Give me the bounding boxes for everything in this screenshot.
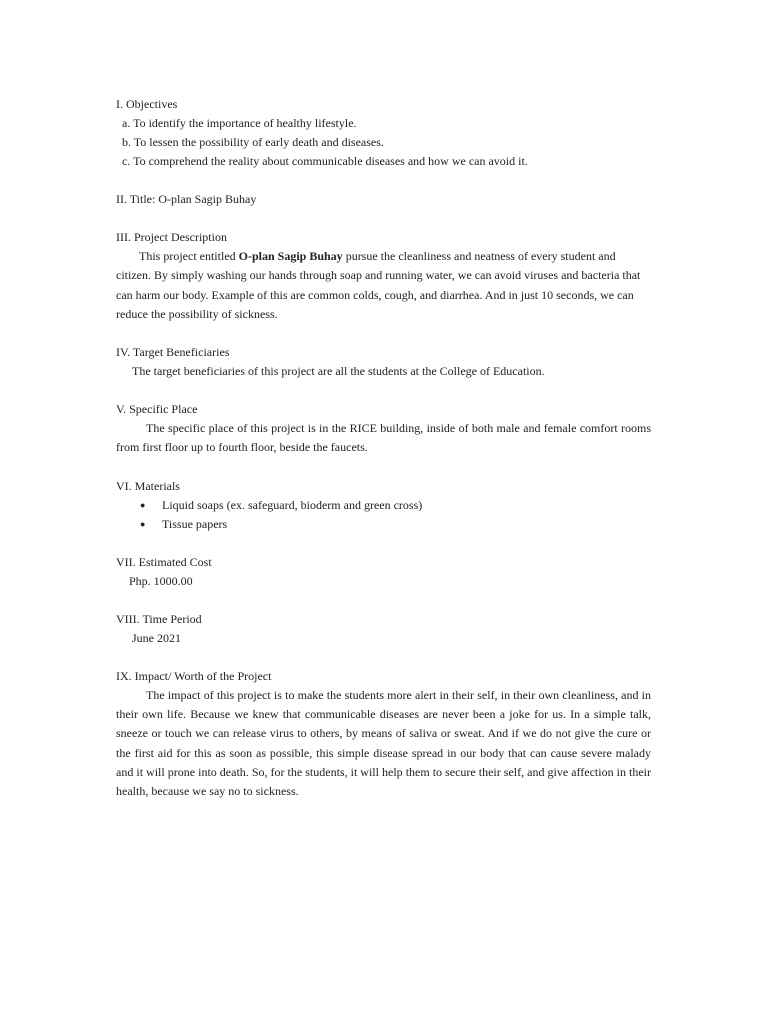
time-value: June 2021 — [132, 630, 181, 645]
beneficiaries-text: The target beneficiaries of this project are all the students at the College of Education. — [132, 364, 545, 379]
beneficiaries-heading: IV. Target Beneficiaries — [116, 345, 230, 360]
time-heading: VIII. Time Period — [116, 611, 202, 626]
spacer — [116, 534, 651, 553]
material-label: Tissue papers — [162, 516, 228, 531]
material-label: Liquid soaps (ex. safeguard, bioderm and green cross) — [162, 497, 423, 512]
place-section — [116, 400, 651, 458]
impact-section — [116, 667, 651, 802]
materials-list — [116, 496, 651, 534]
spacer — [116, 648, 651, 667]
objectives-heading: I. Objectives — [116, 97, 178, 111]
cost-section — [116, 553, 651, 591]
spacer — [116, 591, 651, 610]
spacer — [116, 324, 651, 343]
place-paragraph: The specific place of this project is in the RICE building, inside of both male and female comfort rooms from first floor up to fourth floor, beside the faucets. — [116, 421, 651, 455]
description-section — [116, 228, 651, 324]
impact-paragraph: The impact of this project is to make the students more alert in their self, in their own cleanliness, and in their own life. Because we knew that communicable diseases are never been a joke for us. In a simple talk, sneeze or touch we can release virus to others, by means of saliva or sweat. And if we do not give the cure or the first aid for this as soon as possible, this simple disease spread in our body that can cause severe malady and it will prone into death. So, for the students, it will help them to secure their self, and give affection in their health, because we say no to sickness. — [116, 687, 651, 799]
time-section — [116, 610, 651, 648]
description-lead: This project entitled — [139, 249, 239, 263]
materials-section — [116, 477, 651, 534]
project-name: O-plan Sagip Buhay — [238, 249, 343, 263]
description-rest: pursue the cleanliness and neatness of every student and citizen. By simply washing our hands through soap and running water, we can avoid viruses and bacteria that can harm our body. Example of this are common colds, cough, and diarrhea. And in just 10 seconds, we can reduce the possibility of sickness. — [116, 249, 641, 321]
objective-item: b. To lessen the possibility of early death and diseases. — [122, 135, 384, 149]
document-page — [116, 95, 651, 802]
description-heading: III. Project Description — [116, 230, 227, 244]
impact-heading: IX. Impact/ Worth of the Project — [116, 668, 272, 683]
title-section — [116, 190, 651, 209]
place-heading: V. Specific Place — [116, 402, 198, 417]
objectives-section — [116, 95, 651, 171]
description-paragraph — [116, 247, 651, 324]
objective-item: c. To comprehend the reality about communicable diseases and how we can avoid it. — [122, 154, 528, 168]
spacer — [116, 171, 651, 190]
bullet-icon: ● — [140, 499, 146, 510]
spacer — [116, 381, 651, 400]
list-item — [116, 496, 651, 515]
cost-value: Php. 1000.00 — [129, 573, 193, 588]
cost-heading: VII. Estimated Cost — [116, 554, 212, 569]
objective-item: a. To identify the importance of healthy lifestyle. — [122, 116, 357, 130]
title-heading: II. Title: O-plan Sagip Buhay — [116, 192, 257, 206]
list-item — [116, 515, 651, 534]
spacer — [116, 209, 651, 228]
materials-heading: VI. Materials — [116, 478, 180, 493]
bullet-icon: ● — [140, 518, 146, 529]
spacer — [116, 458, 651, 477]
beneficiaries-section — [116, 343, 651, 381]
